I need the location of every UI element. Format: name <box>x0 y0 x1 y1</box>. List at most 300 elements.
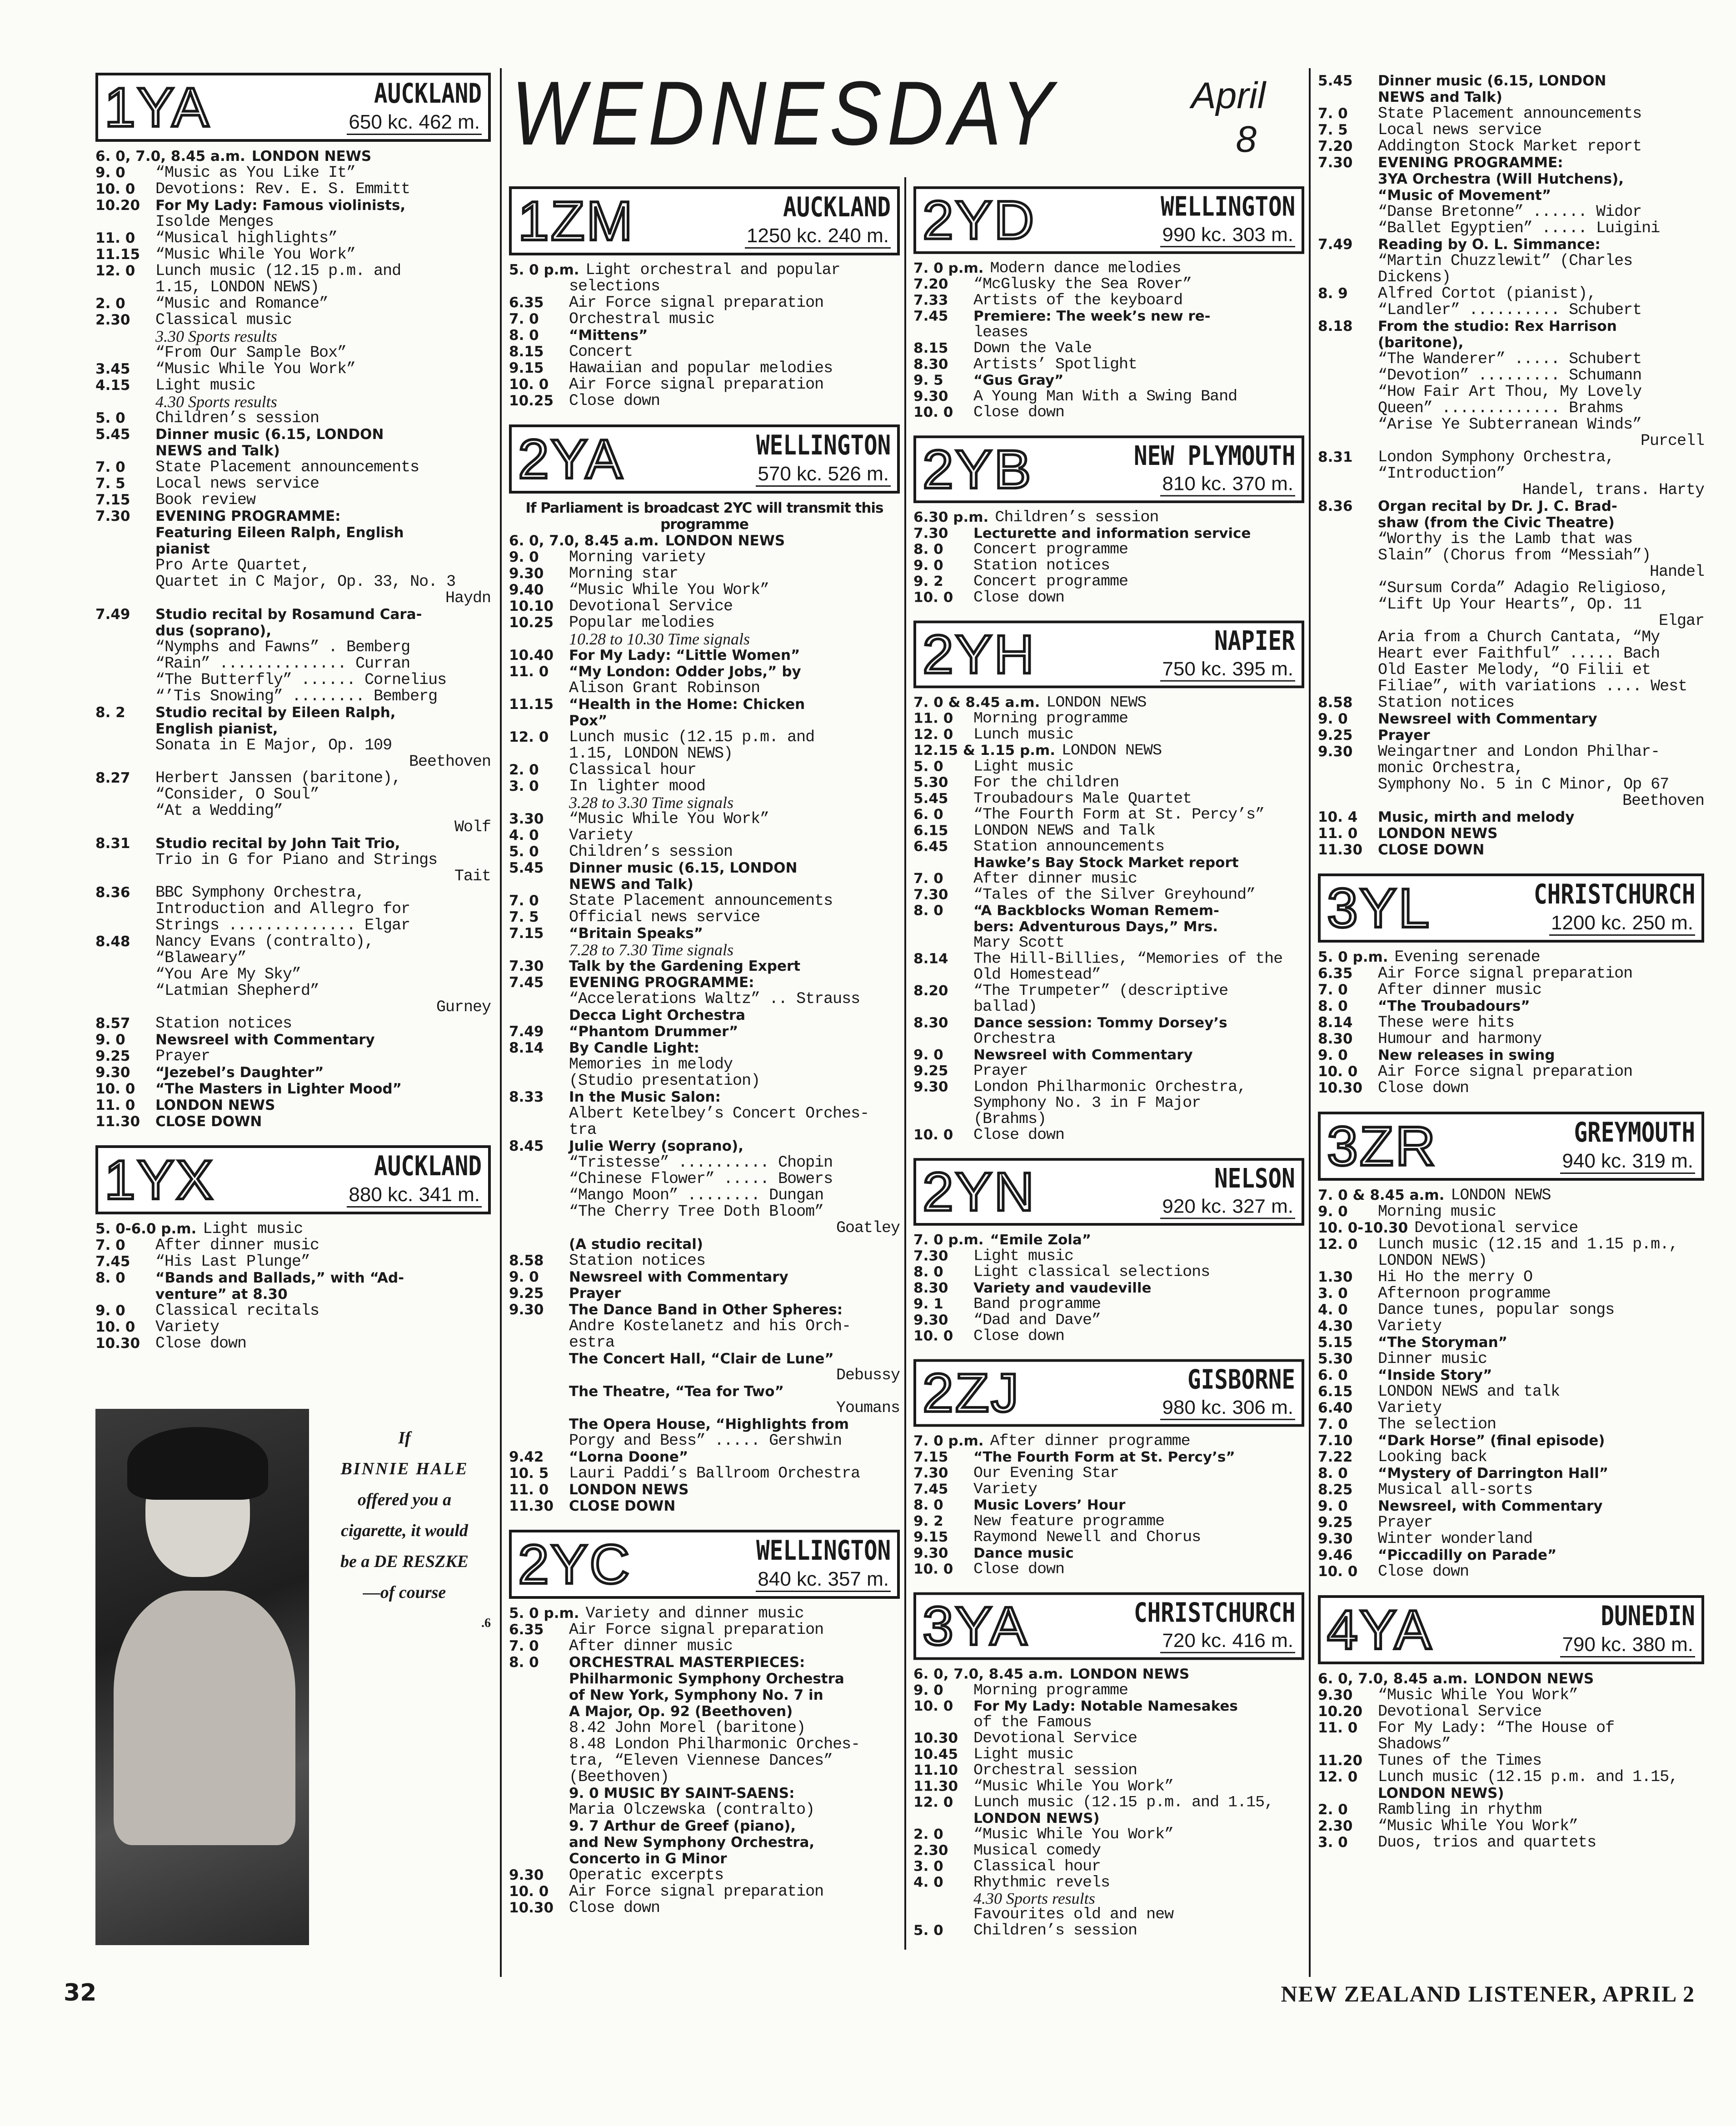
programme-row <box>509 1285 900 1302</box>
programme-row <box>1318 416 1704 433</box>
programme-row <box>509 860 900 876</box>
programme-row <box>509 958 900 974</box>
programme-time: 10.40 <box>509 647 554 664</box>
programme-item: Down the Vale <box>973 339 1092 357</box>
programme-time <box>509 1171 569 1187</box>
programme-item: Dinner music <box>1378 1350 1487 1368</box>
programme-row <box>95 1097 491 1113</box>
programme-item: Our Evening Star <box>973 1464 1119 1482</box>
programme-time <box>1318 629 1378 645</box>
programme-row <box>1318 1220 1704 1236</box>
programme-row <box>1318 285 1704 302</box>
programme-time: 5. 0-6.0 p.m. <box>95 1221 197 1237</box>
programme-row <box>509 729 900 745</box>
programme-time <box>509 1105 569 1122</box>
programme-time: 2. 0 <box>95 295 125 312</box>
programme-item: Book review <box>155 491 256 509</box>
programme-time: 9.40 <box>509 582 544 598</box>
programme-item: “Worthy is the Lamb that was <box>1378 530 1633 548</box>
station-frequency: 790 kc. 380 m. <box>1560 1633 1695 1657</box>
programme-time: 3. 0 <box>1318 1834 1348 1851</box>
programme-time: 7. 0 <box>1318 1416 1348 1432</box>
programme-item: Close down <box>1378 1079 1469 1097</box>
programme-row <box>95 1237 491 1253</box>
programme-time <box>509 1851 569 1867</box>
programme-time: 8.30 <box>913 356 948 373</box>
programme-item: “The Cherry Tree Doth Bloom” <box>569 1203 824 1221</box>
programme-row <box>913 918 1304 934</box>
programme-item: Concert programme <box>973 572 1128 590</box>
programme-time <box>95 966 155 983</box>
programme-item: “Introduction” <box>1378 464 1506 483</box>
programme-row <box>913 260 1304 276</box>
programme-item: Morning programme <box>973 709 1128 728</box>
programme-row <box>95 148 491 165</box>
programme-time <box>913 999 973 1015</box>
programme-time: 9.30 <box>1318 744 1353 760</box>
station-header <box>509 1530 900 1599</box>
programme-item: “Phantom Drummer” <box>569 1023 738 1040</box>
station-block <box>1318 1112 1704 1580</box>
programme-item: Hawaiian and popular melodies <box>569 359 833 377</box>
programme-time: 7.30 <box>509 958 544 974</box>
programme-item: Morning music <box>1378 1203 1497 1221</box>
programme-item: LONDON NEWS <box>665 533 785 549</box>
programme-time <box>95 344 155 361</box>
programme-time: 12. 0 <box>1318 1236 1358 1253</box>
programme-row <box>509 1023 900 1040</box>
programme-time: 10.20 <box>95 197 140 214</box>
programme-row <box>95 230 491 246</box>
programme-row <box>1318 220 1704 236</box>
station-header <box>509 424 900 494</box>
programme-time <box>509 1752 569 1769</box>
programme-time <box>1318 645 1378 662</box>
programme-item: Wolf <box>454 818 491 836</box>
programme-time: 9.25 <box>95 1048 130 1064</box>
programme-row <box>1318 1432 1704 1449</box>
programme-row <box>1318 465 1704 482</box>
programme-row <box>913 790 1304 806</box>
programme-row <box>95 835 491 852</box>
programme-time <box>509 1416 569 1432</box>
programme-row <box>509 1400 900 1416</box>
programme-row <box>95 410 491 426</box>
programme-row <box>913 1079 1304 1095</box>
station-block <box>509 1530 900 1916</box>
programme-item: Concert programme <box>973 540 1128 559</box>
programme-time <box>1318 1736 1378 1752</box>
programme-row <box>509 893 900 909</box>
programme-item: After dinner programme <box>990 1432 1190 1450</box>
programme-row <box>95 917 491 933</box>
programme-time: 6.30 p.m. <box>913 509 989 525</box>
programme-time: 8.27 <box>95 770 130 786</box>
programme-time: 10.30 <box>913 1730 958 1747</box>
programme-row <box>509 1482 900 1498</box>
programme-time: 12. 0 <box>95 263 135 279</box>
programme-row <box>509 696 900 713</box>
programme-time: 9. 0 <box>95 1032 125 1048</box>
programme-row <box>913 404 1304 420</box>
station-frequency: 840 kc. 357 m. <box>756 1568 891 1592</box>
programme-time <box>913 1111 973 1127</box>
programme-time <box>95 590 155 606</box>
advert-line: If <box>398 1428 411 1447</box>
programme-item: Classical hour <box>973 1857 1101 1876</box>
programme-item: Aria from a Church Cantata, “My <box>1378 628 1660 646</box>
programme-item: 1.15, LONDON NEWS) <box>569 744 733 763</box>
programme-item: “Lift Up Your Hearts”, Op. 11 <box>1378 595 1642 614</box>
programme-row <box>913 1529 1304 1545</box>
programme-item: The Dance Band in Other Spheres: <box>569 1302 843 1318</box>
programme-time <box>509 942 569 958</box>
programme-time: 5.30 <box>1318 1351 1353 1367</box>
programme-item: State Placement announcements <box>155 458 419 476</box>
programme-time: 8.36 <box>95 884 130 901</box>
programme-item: Local news service <box>155 474 319 493</box>
programme-time: 9.30 <box>509 565 544 582</box>
programme-time: 4. 0 <box>1318 1302 1348 1318</box>
programme-item: Purcell <box>1640 432 1704 450</box>
programme-time <box>913 324 973 340</box>
programme-item: Lecturette and information service <box>973 525 1251 542</box>
programme-time: 10. 0 <box>509 1883 549 1900</box>
programme-time <box>1318 793 1378 809</box>
programme-row <box>913 1762 1304 1778</box>
programme-time: 10.10 <box>509 598 554 614</box>
programme-time: 9.30 <box>913 1312 948 1328</box>
programme-item: “How Fair Art Thou, My Lovely <box>1378 383 1642 401</box>
programme-time: 6. 0, 7.0, 8.45 a.m. <box>913 1666 1063 1682</box>
programme-item: Dinner music (6.15, LONDON <box>569 860 798 876</box>
programme-time: 8.30 <box>1318 1031 1353 1047</box>
programme-row <box>95 1286 491 1303</box>
programme-item: Band programme <box>973 1295 1101 1313</box>
programme-item: Station notices <box>569 1252 706 1270</box>
station-callsign: 1ZM <box>518 190 634 252</box>
programme-item: LONDON NEWS <box>1378 825 1498 842</box>
programme-row <box>509 533 900 549</box>
programme-item: 3.30 Sports results <box>155 327 277 345</box>
programme-time: 11. 0 <box>509 1482 549 1498</box>
programme-time <box>95 901 155 917</box>
column-rule <box>904 177 906 1950</box>
programme-time <box>95 754 155 770</box>
station-header <box>913 186 1304 254</box>
programme-item: Filiae”, with variations .... West <box>1378 677 1687 695</box>
programme-time <box>509 278 569 294</box>
programme-item: “Music While You Work” <box>155 360 356 378</box>
programme-time: 8.14 <box>913 950 948 967</box>
station-header <box>913 435 1304 503</box>
programme-time <box>95 574 155 590</box>
programme-row <box>1318 334 1704 351</box>
programme-item: LONDON NEWS and Talk <box>973 822 1156 840</box>
programme-row <box>95 1081 491 1097</box>
programme-time <box>1318 613 1378 629</box>
programme-time: 7. 0 p.m. <box>913 1433 984 1449</box>
programme-time: 11. 0 <box>1318 1720 1358 1736</box>
programme-item: Official news service <box>569 908 760 926</box>
programme-row <box>95 672 491 688</box>
programme-time <box>1318 367 1378 384</box>
programme-row <box>509 713 900 729</box>
programme-item: Handel, trans. Harty <box>1522 481 1704 499</box>
programme-item: Station notices <box>155 1014 292 1033</box>
programme-item: Station notices <box>973 556 1110 574</box>
programme-item: “Lorna Doone” <box>569 1449 688 1465</box>
programme-item: “Latmian Shepherd” <box>155 982 319 1000</box>
programme-item: “Mango Moon” ........ Dungan <box>569 1186 824 1204</box>
programme-time: 2.30 <box>913 1842 948 1859</box>
programme-item: Strings .............. Elgar <box>155 916 410 934</box>
programme-time: 9. 0 <box>509 1269 539 1285</box>
programme-row <box>509 1236 900 1253</box>
programme-time: 12. 0 <box>509 729 549 745</box>
programme-row <box>913 854 1304 870</box>
programme-item: The Opera House, “Highlights from <box>569 1416 849 1432</box>
programme-time <box>509 1671 569 1687</box>
programme-row <box>913 887 1304 903</box>
programme-item: Newsreel, with Commentary <box>1378 1498 1603 1514</box>
programme-time <box>1318 531 1378 547</box>
programme-time <box>509 1318 569 1334</box>
programme-time <box>509 745 569 762</box>
programme-row <box>509 1187 900 1203</box>
programme-time: 8.15 <box>509 344 544 360</box>
programme-row <box>509 1269 900 1285</box>
programme-row <box>95 590 491 606</box>
programme-item: “Danse Bretonne” ...... Widor <box>1378 203 1642 221</box>
programme-row <box>913 1015 1304 1031</box>
programme-time: 8.45 <box>509 1138 544 1154</box>
programme-time: 9. 0 <box>95 165 125 181</box>
programme-row <box>1318 998 1704 1014</box>
programme-row <box>509 1432 900 1449</box>
programme-time: 7. 0 <box>509 311 539 327</box>
programme-time <box>913 918 973 934</box>
programme-time: 1.30 <box>1318 1269 1353 1285</box>
programme-row <box>95 279 491 295</box>
programme-row <box>913 1714 1304 1730</box>
programme-row <box>1318 694 1704 711</box>
programme-time <box>509 1122 569 1138</box>
programme-time <box>1318 465 1378 482</box>
programme-time: 8. 0 <box>913 1264 943 1280</box>
programme-item: (A studio recital) <box>569 1236 703 1253</box>
programme-row <box>509 1654 900 1671</box>
programme-row <box>95 361 491 377</box>
programme-row <box>913 774 1304 790</box>
programme-row <box>913 1296 1304 1312</box>
programme-row <box>1318 351 1704 367</box>
programme-item: Artists’ Spotlight <box>973 355 1137 374</box>
programme-time <box>1318 187 1378 204</box>
programme-time: 11.30 <box>913 1778 958 1795</box>
programme-time <box>913 854 973 870</box>
station-city: AUCKLAND <box>374 1150 482 1182</box>
programme-row <box>1318 564 1704 580</box>
programme-row <box>1318 318 1704 334</box>
programme-row <box>509 311 900 327</box>
programme-time: 10. 0 <box>913 1561 953 1577</box>
programme-row <box>1318 1253 1704 1269</box>
programme-time: 8. 9 <box>1318 285 1348 302</box>
programme-time: 6. 0 <box>913 806 943 823</box>
programme-row <box>1318 1736 1704 1752</box>
programme-time: 3. 0 <box>509 778 539 794</box>
column-rule <box>500 68 502 1977</box>
programme-time: 7. 0 <box>509 1638 539 1654</box>
programme-item: Close down <box>973 1560 1065 1578</box>
station-city: CHRISTCHURCH <box>1533 878 1695 910</box>
programme-row <box>1318 514 1704 531</box>
programme-row <box>509 1720 900 1736</box>
programme-time: 8.20 <box>913 983 948 999</box>
station-header <box>913 1158 1304 1226</box>
programme-row <box>509 582 900 598</box>
programme-item: Light classical selections <box>973 1263 1210 1281</box>
programme-item: A Young Man With a Swing Band <box>973 387 1237 405</box>
programme-time: 7. 0 & 8.45 a.m. <box>1318 1187 1445 1203</box>
programme-item: LONDON NEWS <box>1451 1186 1551 1204</box>
programme-time: 9. 0 <box>509 549 539 565</box>
programme-time: 7.30 <box>913 886 948 903</box>
programme-row <box>509 1622 900 1638</box>
station-callsign: 3YL <box>1327 877 1432 939</box>
programme-time: 9.30 <box>95 1064 130 1081</box>
programme-item: “Dark Horse” (final episode) <box>1378 1432 1605 1449</box>
programme-item: NEWS and Talk) <box>1378 89 1502 105</box>
programme-time <box>509 1383 569 1400</box>
programme-item: Albert Ketelbey’s Concert Orches- <box>569 1104 869 1123</box>
programme-item: Mary Scott <box>973 933 1065 952</box>
programme-row <box>1318 1720 1704 1736</box>
programme-time <box>1318 580 1378 596</box>
programme-time: 10. 0 <box>95 1319 135 1335</box>
programme-item: For My Lady: Notable Namesakes <box>973 1698 1238 1714</box>
programme-row <box>95 541 491 557</box>
programme-row <box>1318 825 1704 842</box>
station-block <box>1318 873 1704 1096</box>
programme-time: 2. 0 <box>913 1826 943 1842</box>
programme-row <box>1318 982 1704 998</box>
programme-time <box>1318 253 1378 269</box>
programme-time: 10. 0 <box>913 1328 953 1344</box>
station-city: GISBORNE <box>1187 1363 1295 1395</box>
station-callsign: 3YA <box>923 1596 1029 1657</box>
programme-time: 6.45 <box>913 838 948 855</box>
programme-item: “Music While You Work” <box>1378 1686 1578 1704</box>
programme-row <box>1318 1031 1704 1047</box>
programme-time: 7.15 <box>913 1449 948 1465</box>
programme-row <box>95 459 491 475</box>
programme-row <box>913 1328 1304 1344</box>
programme-time: 8.18 <box>1318 318 1353 334</box>
station-city: NELSON <box>1214 1163 1295 1194</box>
station-frequency: 750 kc. 395 m. <box>1160 658 1295 681</box>
programme-time: 5. 0 <box>913 758 943 775</box>
programme-row <box>913 967 1304 983</box>
programme-row <box>1318 204 1704 220</box>
programme-row <box>95 688 491 704</box>
programme-item: Local news service <box>1378 121 1542 139</box>
station-frequency: 940 kc. 319 m. <box>1560 1150 1695 1174</box>
programme-item: “Rain” .............. Curran <box>155 654 410 673</box>
programme-time: 7.49 <box>95 606 130 623</box>
programme-item: LONDON NEWS) <box>1378 1785 1504 1802</box>
programme-time: 6. 0 <box>1318 1367 1348 1383</box>
programme-item: Close down <box>1378 1562 1469 1581</box>
programme-time: 10. 0 <box>913 1127 953 1143</box>
programme-item: Beethoven <box>409 753 491 771</box>
programme-time <box>1318 220 1378 236</box>
programme-item: Trio in G for Piano and Strings <box>155 851 438 869</box>
programme-item: Evening serenade <box>1394 948 1540 966</box>
programme-item: Tunes of the Times <box>1378 1752 1542 1770</box>
programme-row <box>913 1545 1304 1561</box>
programme-row <box>913 903 1304 918</box>
programme-time <box>1318 351 1378 367</box>
programme-time <box>913 1906 973 1922</box>
programme-row <box>1318 400 1704 416</box>
programme-time <box>509 1736 569 1752</box>
programme-time: 7. 0 <box>1318 982 1348 998</box>
programme-row <box>509 942 900 958</box>
programme-row <box>913 541 1304 557</box>
programme-item: 3YA Orchestra (Will Hutchens), <box>1378 171 1624 187</box>
station-callsign: 2ZJ <box>923 1362 1021 1423</box>
programme-time <box>95 672 155 688</box>
programme-row <box>1318 89 1704 105</box>
programme-time <box>913 1891 973 1906</box>
programme-item: “His Last Plunge” <box>155 1253 310 1271</box>
programme-time: 8.33 <box>509 1089 544 1105</box>
station-city: AUCKLAND <box>783 191 891 223</box>
programme-time: 10. 0 <box>1318 1563 1358 1580</box>
programme-item: The selection <box>1378 1415 1497 1433</box>
programme-time <box>95 394 155 410</box>
programme-item: Alison Grant Robinson <box>569 679 760 697</box>
programme-row <box>1318 1671 1704 1687</box>
programme-row <box>95 966 491 983</box>
programme-time: 11.15 <box>95 246 140 263</box>
programme-row <box>913 509 1304 525</box>
programme-time: 11. 0 <box>95 1097 135 1113</box>
programme-time: 10. 4 <box>1318 809 1358 825</box>
programme-row <box>913 1698 1304 1714</box>
programme-row <box>509 1056 900 1073</box>
programme-row <box>509 631 900 647</box>
programme-row <box>95 884 491 901</box>
programme-row <box>95 1032 491 1048</box>
programme-item: LONDON NEWS) <box>1378 1252 1487 1270</box>
programme-item: Memories in melody <box>569 1055 733 1073</box>
programme-row <box>913 372 1304 388</box>
programme-row <box>1318 1449 1704 1465</box>
programme-time <box>1318 204 1378 220</box>
programme-item: “Music While You Work” <box>155 245 356 264</box>
programme-item: LONDON NEWS and talk <box>1378 1382 1560 1401</box>
programme-item: Symphony No. 5 in C Minor, Op 67 <box>1378 775 1669 794</box>
programme-time: 7. 0 p.m. <box>913 260 984 276</box>
programme-item: selections <box>569 277 660 295</box>
programme-item: From the studio: Rex Harrison <box>1378 318 1617 334</box>
programme-row <box>509 1883 900 1900</box>
programme-item: Addington Stock Market report <box>1378 137 1642 155</box>
programme-row <box>913 1047 1304 1063</box>
